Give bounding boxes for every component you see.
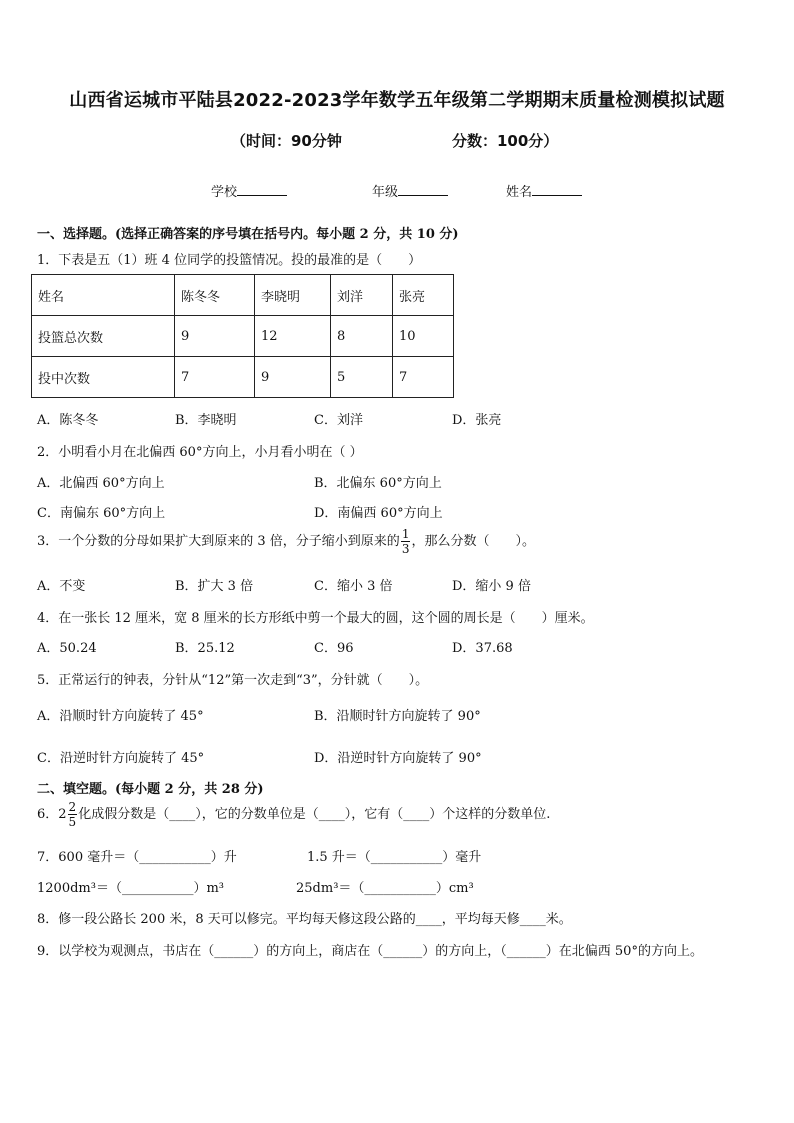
q6-lead: 6．2 [37,807,67,822]
table-cell: 投篮总次数 [32,316,175,357]
q1-option-a: A．陈冬冬 [37,413,99,428]
q3-fraction [401,528,411,555]
q6-fraction [68,801,78,828]
q9-stem: 9．以学校为观测点，书店在（______）的方向上，商店在（______）的方向上，（______）在北偏西 50°的方向上。 [37,944,703,959]
q3-option-c: C．缩小 3 倍 [314,579,393,594]
q6-stem [37,801,550,828]
name-field [506,181,582,200]
q2-stem: 2．小明看小月在北偏西 60°方向上，小月看小明在（ ） [37,445,363,460]
q8-stem: 8．修一段公路长 200 米，8 天可以修完。平均每天修这段公路的____，平均每天修____米。 [37,912,572,927]
table-cell: 李晓明 [255,275,331,316]
q1-option-b: B．李晓明 [175,413,237,428]
q5-option-b: B．沿顺时针方向旋转了 90° [314,709,481,724]
q7-part-b: 1.5 升＝（___________）毫升 [307,850,482,865]
table-cell: 7 [393,357,454,398]
time-label: （时间：90分钟 [231,132,342,150]
table-cell: 9 [175,316,255,357]
q7-part-d: 25dm³＝（___________）cm³ [296,881,474,896]
q3-option-a: A．不变 [37,579,86,594]
q7-part-a: 7．600 毫升＝（___________）升 [37,850,237,865]
score-label: 分数：100分） [452,132,559,150]
page-title: 山西省运城市平陆县2022-2023学年数学五年级第二学期期末质量检测模拟试题 [69,90,725,111]
table-cell: 陈冬冬 [175,275,255,316]
q4-option-c: C．96 [314,641,354,656]
q3-stem [37,528,535,555]
table-cell: 5 [331,357,393,398]
q5-option-d: D．沿逆时针方向旋转了 90° [314,751,482,766]
q6-frac-num: 2 [68,800,77,814]
table-cell: 刘洋 [331,275,393,316]
table-row [32,275,454,316]
table-cell: 9 [255,357,331,398]
school-field [211,181,287,200]
q3-option-b: B．扩大 3 倍 [175,579,254,594]
grade-blank [398,183,448,196]
q6-rest: 化成假分数是（____），它的分数单位是（____），它有（____）个这样的分数单位. [78,807,551,822]
q3-stem-b: ，那么分数（ ）。 [411,534,535,549]
table-cell: 张亮 [393,275,454,316]
q1-stem: 1．下表是五（1）班 4 位同学的投篮情况。投的最准的是（ ） [37,253,422,268]
q4-option-a: A．50.24 [37,641,97,656]
grade-field [372,181,448,200]
q3-option-d: D．缩小 9 倍 [452,579,531,594]
shooting-table [31,274,454,398]
q5-option-a: A．沿顺时针方向旋转了 45° [37,709,204,724]
q2-option-b: B．北偏东 60°方向上 [314,476,442,491]
q1-option-c: C．刘洋 [314,413,363,428]
q3-frac-den: 3 [401,542,410,556]
table-cell: 12 [255,316,331,357]
q4-stem: 4．在一张长 12 厘米，宽 8 厘米的长方形纸中剪一个最大的圆，这个圆的周长是（ ）厘米。 [37,611,594,626]
table-cell: 7 [175,357,255,398]
table-cell: 8 [331,316,393,357]
table-row [32,357,454,398]
table-cell: 投中次数 [32,357,175,398]
table-cell: 10 [393,316,454,357]
q2-option-a: A．北偏西 60°方向上 [37,476,165,491]
table-cell: 姓名 [32,275,175,316]
q1-option-d: D．张亮 [452,413,502,428]
q7-part-c: 1200dm³＝（___________）m³ [37,881,224,896]
q2-option-d: D．南偏西 60°方向上 [314,506,443,521]
grade-label: 年级 [372,185,399,200]
q6-frac-den: 5 [68,815,77,829]
q5-stem: 5．正常运行的钟表，分针从“12”第一次走到“3”，分针就（ ）。 [37,673,429,688]
school-blank [237,183,287,196]
name-blank [532,183,582,196]
name-label: 姓名 [506,185,533,200]
q3-frac-num: 1 [401,527,410,541]
q5-option-c: C．沿逆时针方向旋转了 45° [37,751,205,766]
section1-heading: 一、选择题。(选择正确答案的序号填在括号内。每小题 2 分，共 10 分) [37,227,459,242]
q2-option-c: C．南偏东 60°方向上 [37,506,166,521]
q4-option-d: D．37.68 [452,641,513,656]
q4-option-b: B．25.12 [175,641,235,656]
section2-heading: 二、填空题。(每小题 2 分，共 28 分) [37,782,264,797]
school-label: 学校 [211,185,238,200]
q3-stem-a: 3．一个分数的分母如果扩大到原来的 3 倍，分子缩小到原来的 [37,534,400,549]
table-row [32,316,454,357]
